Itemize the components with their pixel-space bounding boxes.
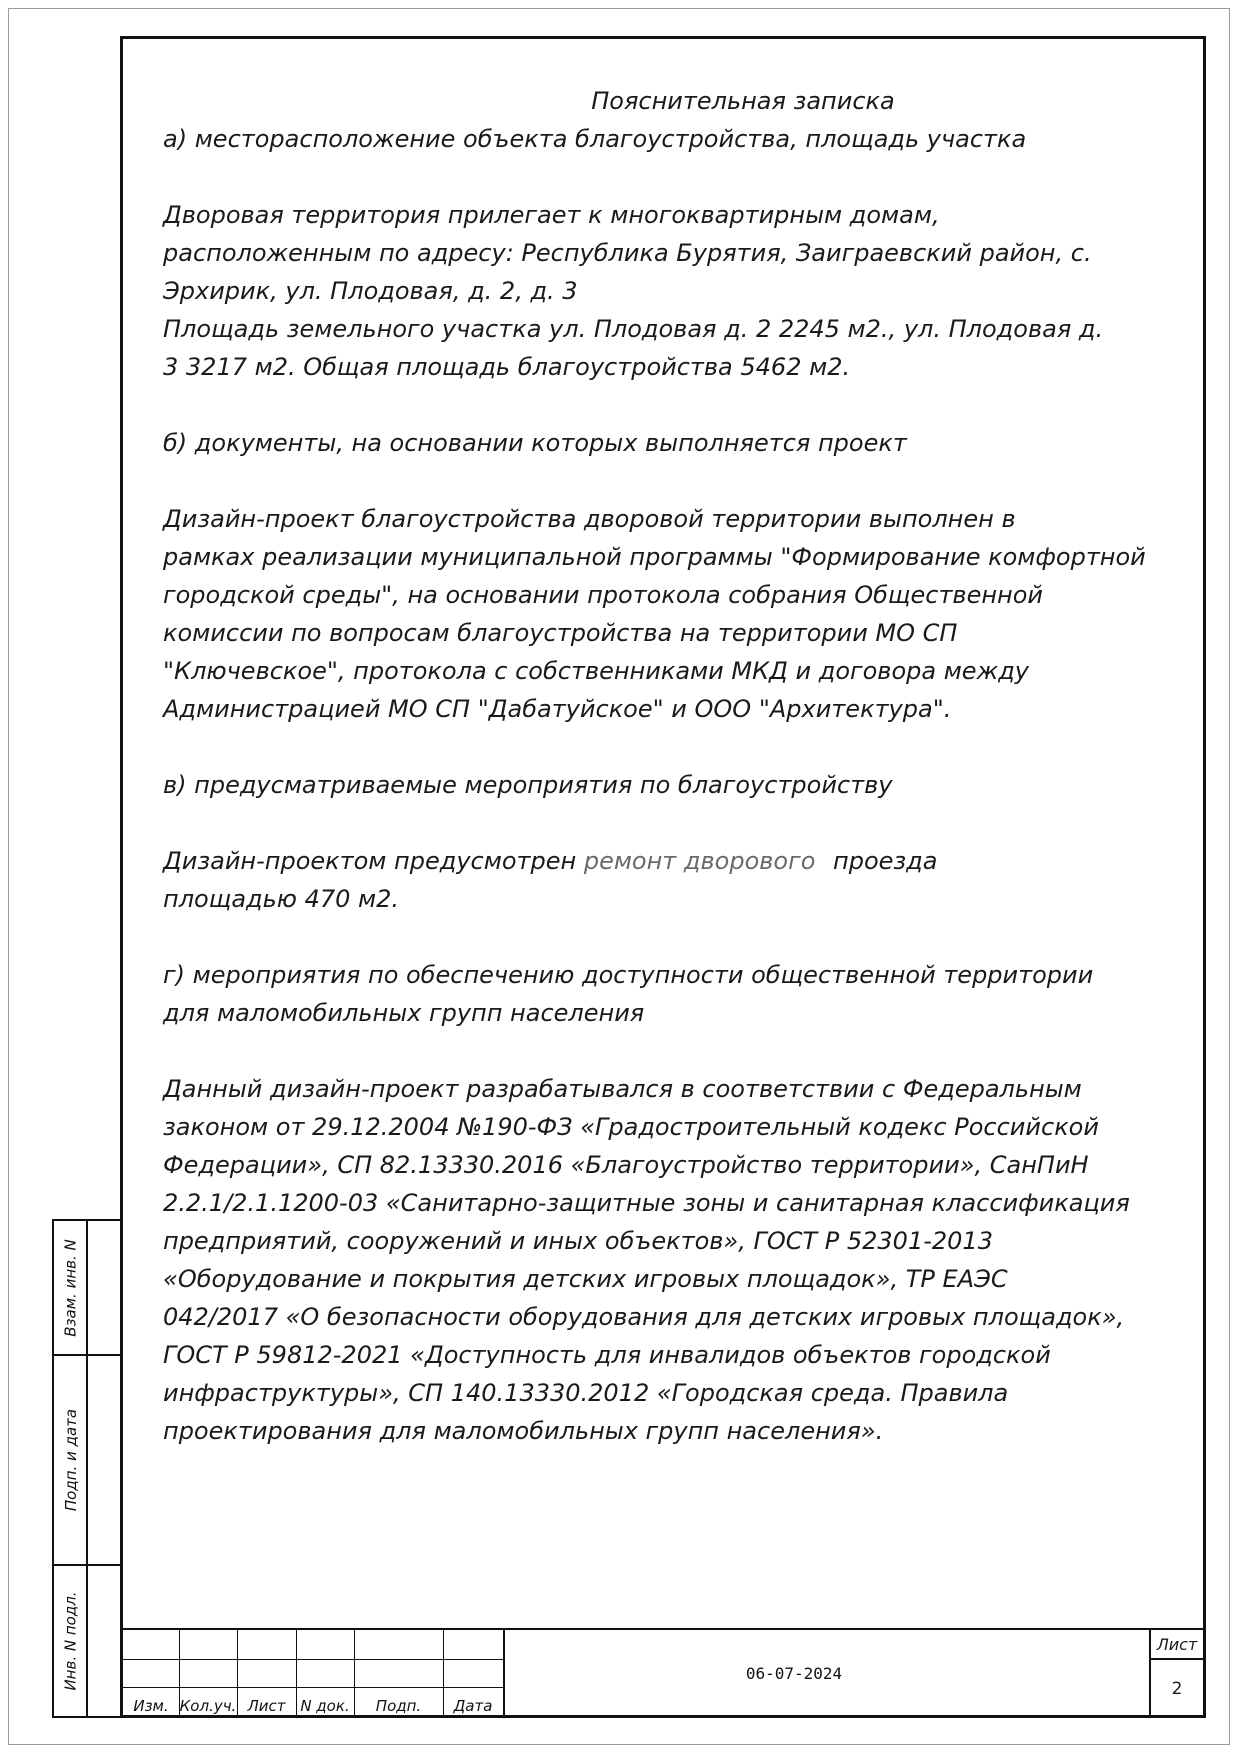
document-body — [163, 82, 1173, 1450]
section-v-body-highlight: ремонт дворового — [583, 847, 816, 875]
title-block-col-podp: Подп. — [375, 1697, 422, 1715]
side-stamp — [52, 1219, 122, 1718]
title-block-col-data: Дата — [453, 1697, 493, 1715]
section-v-body — [163, 842, 1173, 918]
title-block-date: 06-07-2024 — [503, 1630, 1083, 1717]
section-a-body: Дворовая территория прилегает к многоквартирным домам, расположенным по адресу: Республика Бурятия, Заиграевский район, с. Эрхирик, ул. Плодовая, д. 2, д. 3 Площадь земельного участка ул. Плодовая д. 2 2245 м2., ул. Плодовая д. 3 3217 м2. Общая площадь благоустройства 5462 м2. — [163, 201, 1104, 381]
title-block-grid — [123, 1630, 503, 1717]
section-b-body: Дизайн-проект благоустройства дворовой территории выполнен в рамках реализации муниципальной программы "Формирование комфортной городской среды", на основании протокола собрания Общественной комиссии по вопросам благоустройства на территории МО СП "Ключевское", протокола с собственниками МКД и договора между Администрацией МО СП "Дабатуйское" и ООО "Архитектура". — [163, 505, 1146, 723]
side-stamp-inv — [52, 1564, 122, 1718]
sheet-label: Лист — [1151, 1630, 1203, 1660]
section-v-heading: в) предусматриваемые мероприятия по благоустройству — [163, 771, 893, 799]
section-b-heading: б) документы, на основании которых выполняется проект — [163, 429, 907, 457]
document-title: Пояснительная записка — [591, 87, 895, 115]
side-stamp-podp — [52, 1354, 122, 1564]
side-stamp-podp-label: Подп. и дата — [62, 1408, 80, 1512]
side-stamp-vzam-label: Взам. инв. N — [62, 1238, 80, 1337]
side-stamp-inv-label: Инв. N подл. — [62, 1591, 81, 1691]
sheet-number: 2 — [1171, 1678, 1183, 1699]
title-block-col-ndok: N док. — [300, 1697, 350, 1715]
section-v-body-line2: площадью 470 м2. — [163, 885, 400, 913]
section-v-body-prefix: Дизайн-проектом предусмотрен — [163, 847, 577, 875]
section-g-heading: г) мероприятия по обеспечению доступности общественной территории для маломобильных групп населения — [163, 961, 1094, 1027]
title-block-sheet — [1149, 1630, 1203, 1717]
title-block-col-kol: Кол.уч. — [179, 1697, 237, 1715]
title-block-col-list: Лист — [247, 1697, 286, 1715]
side-stamp-vzam — [52, 1219, 122, 1354]
section-a-heading: а) месторасположение объекта благоустройства, площадь участка — [163, 125, 1027, 153]
section-g-body: Данный дизайн-проект разрабатывался в соответствии с Федеральным законом от 29.12.2004 №190-ФЗ «Градостроительный кодекс Российской Федерации», СП 82.13330.2016 «Благоустройство территории», СанПиН 2.2.1/2.1.1200-03 «Санитарно-защитные зоны и санитарная классификация предприятий, сооружений и иных объектов», ГОСТ Р 52301-2013 «Оборудование и покрытия детских игровых площадок», ТР ЕАЭС 042/2017 «О безопасности оборудования для детских игровых площадок», ГОСТ Р 59812-2021 «Доступность для инвалидов объектов городской инфраструктуры», СП 140.13330.2012 «Городская среда. Правила проектирования для маломобильных групп населения». — [163, 1075, 1130, 1445]
section-v-body-suffix: проезда — [833, 847, 938, 875]
title-block-col-izm: Изм. — [133, 1697, 169, 1715]
title-block — [123, 1628, 1203, 1717]
